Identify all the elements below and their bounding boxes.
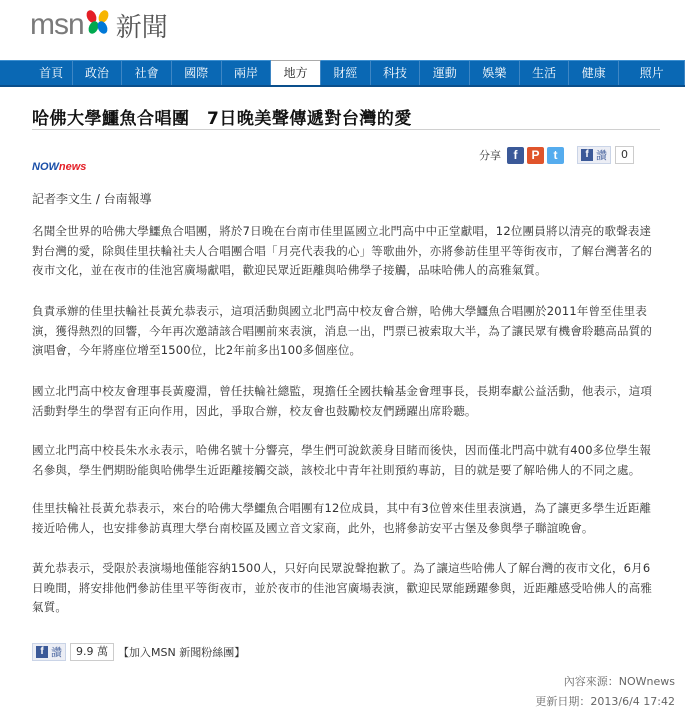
share-bar [479,146,634,164]
article-paragraph: 國立北門高中校友會理事長黃慶淵，曾任扶輪社總監，現擔任全國扶輪基金會理事長，長期奉獻公益活動，他表示，這項活動對學生的學習有正向作用，因此，爭取合辦，校友會也鼓勵校友們踴躍出席聆聽。 [32,384,653,418]
title-divider [32,129,660,130]
nav-item-5[interactable]: 地方 [271,60,321,85]
article-paragraph: 國立北門高中校長朱水永表示，哈佛名號十分響亮，學生們可說欽羨身目睹而後快，因而僅北門高中就有400多位學生報名參與，學生們期盼能與哈佛學生近距離接觸交談，該校北中青年社則預約專訪，目的就是要了解哈佛人的不同之處。 [32,443,652,477]
msn-logo[interactable] [30,8,168,42]
facebook-icon: f [36,646,48,658]
nav-item-6[interactable]: 財經 [321,61,371,85]
share-label: 分享 [479,149,501,162]
plurk-share-icon[interactable]: P [527,147,544,164]
article-byline: 記者李文生 / 台南報導 [32,192,152,206]
logo-text: msn [30,8,84,41]
update-date: 更新日期：2013/6/4 17:42 [535,695,675,708]
facebook-like-button[interactable] [32,643,66,661]
article-paragraph: 負責承辦的佳里扶輪社長黃允恭表示，這項活動與國立北門高中校友會合辦，哈佛大學鱷魚合唱團於2011年曾至佳里表演，獲得熱烈的回響，今年再次邀請該合唱團前來表演，消息一出，門票已被索取大半，為了讓民眾有機會聆聽高品質的演唱會，今年將座位增至1500位，比2年前多出100多個座位。 [32,304,653,357]
nav-item-12[interactable]: 照片 [619,61,685,85]
nav-item-9[interactable]: 娛樂 [470,61,520,85]
content-source: 內容來源：NOWnews [563,675,675,688]
join-fan-page-link[interactable]: 【加入MSN 新聞粉絲團】 [118,646,246,659]
nownews-logo[interactable] [32,155,120,173]
fan-count: 9.9 萬 [70,643,114,661]
like-label: 讚 [51,646,62,659]
like-count: 0 [615,146,634,164]
nav-item-1[interactable]: 政治 [73,61,123,85]
nav-item-3[interactable]: 國際 [172,61,222,85]
facebook-share-icon[interactable]: f [507,147,524,164]
nownews-logo-now: NOW [32,161,59,173]
nav-item-8[interactable]: 運動 [420,61,470,85]
nownews-logo-news: news [58,161,87,173]
article-paragraph: 佳里扶輪社長黃允恭表示，來台的哈佛大學鱷魚合唱團有12位成員，其中有3位曾來佳里表演過，為了讓更多學生近距離接近哈佛人，也安排參訪真理大學台南校區及國立音文家商，此外，也將參訪安平古堡及參與學子聯誼晚會。 [32,501,652,535]
nav-item-4[interactable]: 兩岸 [222,61,272,85]
main-nav [0,60,685,87]
nav-item-2[interactable]: 社會 [122,61,172,85]
msn-butterfly-icon [86,9,112,35]
article-title: 哈佛大學鱷魚合唱團 7日晚美聲傳遞對台灣的愛 [32,109,412,129]
nav-item-0[interactable]: 首頁 [31,61,73,85]
bottom-like-bar [32,643,245,661]
nav-spacer [0,61,31,85]
article-paragraph: 黃允恭表示，受限於表演場地僅能容納1500人，只好向民眾說聲抱歉了。為了讓這些哈佛人了解台灣的夜市文化，6月6日晚間，將安排他們參訪佳里平等街夜市，並於夜市的佳池宮廣場表演，歡迎民眾能踴躍參與，近距離感受哈佛人的高雅氣質。 [32,561,653,614]
nav-item-7[interactable]: 科技 [371,61,421,85]
logo-section-title: 新聞 [115,12,168,43]
twitter-share-icon[interactable]: t [547,147,564,164]
nav-item-11[interactable]: 健康 [569,61,619,85]
like-label: 讚 [596,149,607,162]
facebook-like-button[interactable] [577,146,611,164]
facebook-icon: f [581,149,593,161]
nav-item-10[interactable]: 生活 [520,61,570,85]
article-paragraph: 名聞全世界的哈佛大學鱷魚合唱團，將於7日晚在台南市佳里區國立北門高中中正堂獻唱，12位團員將以清亮的歌聲表達對台灣的愛，除與佳里扶輪社夫人合唱團合唱「月亮代表我的心」等歌曲外，亦將參訪佳里平等街夜市，了解台灣著名的夜市文化，並在夜市的佳池宮廣場獻唱，歡迎民眾近距離與哈佛學子接觸，品味哈佛人的高雅氣質。 [32,224,653,277]
